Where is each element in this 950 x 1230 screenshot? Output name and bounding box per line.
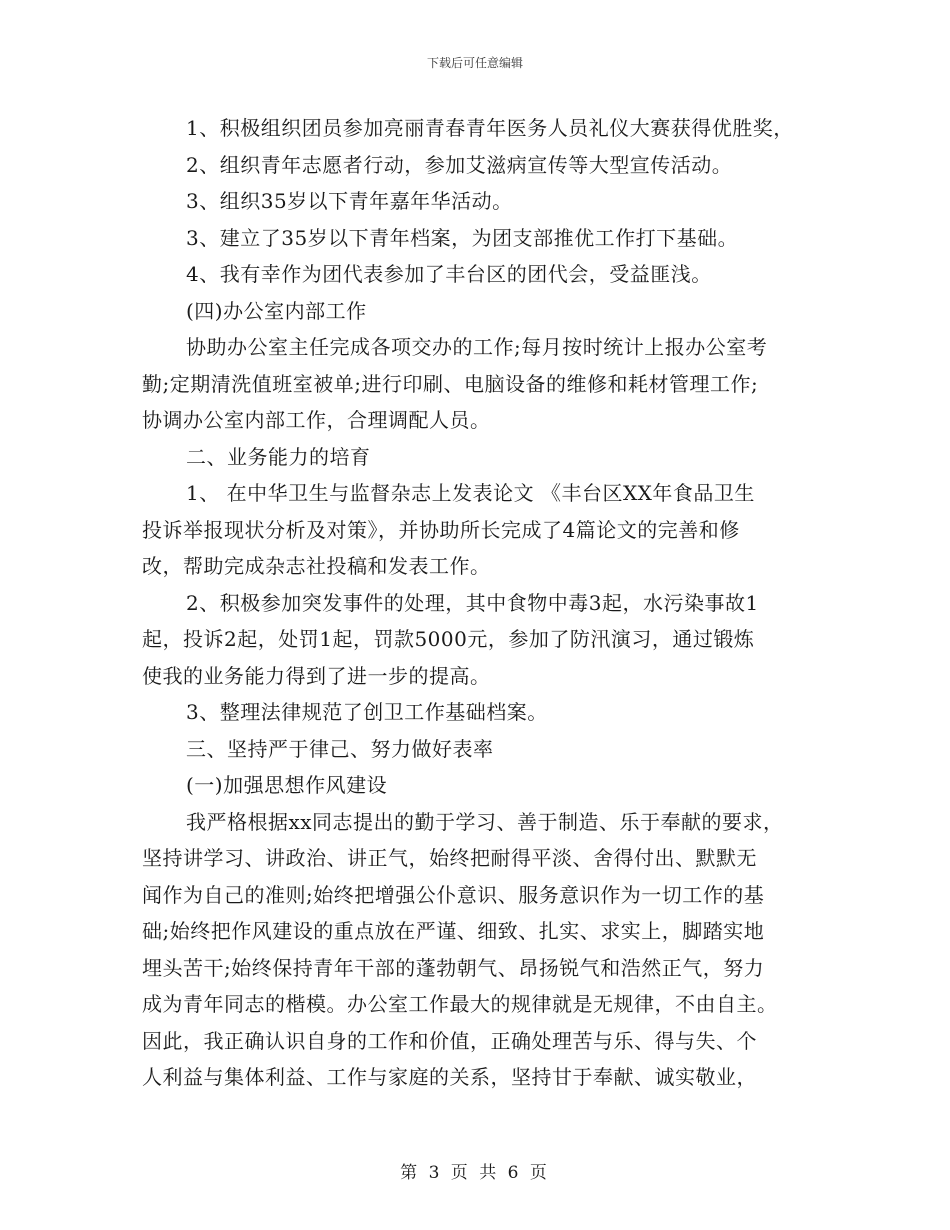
paragraph-line: 坚持讲学习、讲政治、讲正气，始终把耐得平淡、舍得付出、默默无 <box>142 846 757 870</box>
paragraph-line: 成为青年同志的楷模。办公室工作最大的规律就是无规律，不由自主。 <box>142 992 778 1016</box>
paragraph-line: 4、我有幸作为团代表参加了丰台区的团代会，受益匪浅。 <box>186 262 712 286</box>
paragraph-line: 3、建立了35岁以下青年档案，为团支部推优工作打下基础。 <box>186 225 739 250</box>
paragraph-line: 2、积极参加突发事件的处理，其中食物中毒3起，水污染事故1 <box>186 590 759 615</box>
paragraph-line: 人利益与集体利益、工作与家庭的关系，坚持甘于奉献、诚实敬业， <box>142 1065 757 1089</box>
paragraph-line: 使我的业务能力得到了进一步的提高。 <box>142 663 491 688</box>
paragraph-line: 埋头苦干;始终保持青年干部的蓬勃朝气、昂扬锐气和浩然正气，努力 <box>142 955 765 980</box>
paragraph-line: 改，帮助完成杂志社投稿和发表工作。 <box>142 554 491 578</box>
paragraph-line: 2、组织青年志愿者行动，参加艾滋病宣传等大型宣传活动。 <box>186 152 733 177</box>
paragraph-line: 3、整理法律规范了创卫工作基础档案。 <box>186 700 548 724</box>
section-heading: 三、坚持严于律己、努力做好表率 <box>186 736 494 761</box>
paragraph-line: 协调办公室内部工作，合理调配人员。 <box>142 408 491 432</box>
paragraph-line: 因此，我正确认识自身的工作和价值，正确处理苦与乐、得与失、个 <box>142 1028 757 1053</box>
page-header: 下载后可任意编辑 <box>426 56 523 70</box>
paragraph-line: 闻作为自己的准则;始终把增强公仆意识、服务意识作为一切工作的基 <box>142 882 765 907</box>
document-body <box>142 110 832 1096</box>
paragraph-line: 协助办公室主任完成各项交办的工作;每月按时统计上报办公室考 <box>186 335 768 359</box>
paragraph-line: 础;始终把作风建设的重点放在严谨、细致、扎实、求实上，脚踏实地 <box>142 919 765 943</box>
paragraph-line: 起，投诉2起，处罚1起，罚款5000元，参加了防汛演习，通过锻炼 <box>142 627 755 651</box>
paragraph-line: 勤;定期清洗值班室被单;进行印刷、电脑设备的维修和耗材管理工作; <box>142 371 759 396</box>
page-footer: 第 3 页 共 6 页 <box>400 1163 550 1183</box>
paragraph-line: 3、组织35岁以下青年嘉年华活动。 <box>186 189 513 213</box>
paragraph-line: 我严格根据xx同志提出的勤于学习、善于制造、乐于奉献的要求， <box>186 809 784 834</box>
section-heading: (一)加强思想作风建设 <box>186 773 388 797</box>
section-heading: (四)办公室内部工作 <box>186 298 367 323</box>
section-heading: 二、业务能力的培育 <box>186 444 371 469</box>
paragraph-line: 1、 在中华卫生与监督杂志上发表论文 《丰台区XX年食品卫生 <box>186 481 755 505</box>
paragraph-line: 投诉举报现状分析及对策》，并协助所长完成了4篇论文的完善和修 <box>142 517 740 542</box>
paragraph-line: 1、积极组织团员参加亮丽青春青年医务人员礼仪大赛获得优胜奖， <box>186 116 794 140</box>
